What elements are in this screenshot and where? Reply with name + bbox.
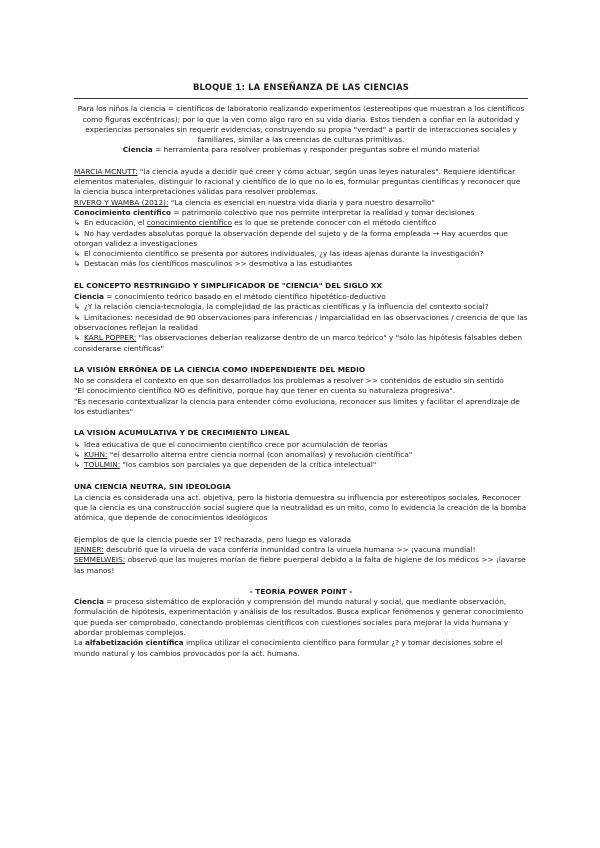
ppt-ciencia-definition: Ciencia = proceso sistemático de exploración y comprensión del mundo natural y social, que mediante observación, formulación de hipótesis, experimentación y análisis de los resultados. Busca explicar fenómenos y generar conocimiento que pueda ser comprobado, conectando problemas científicos con cuestiones sociales para mejorar la vida humana y abordar problemas complejos. <box>74 597 524 638</box>
arrow-icon: ↳ <box>74 302 81 312</box>
semmelweis-line: SEMMELWEIS: observó que las mujeres morían de fiebre puerperal debido a la falta de higiene de los médicos >> ¡lavarse las manos! <box>74 555 526 575</box>
section-heading: LA VISIÓN ERRÓNEA DE LA CIENCIA COMO INDEPENDIENTE DEL MEDIO <box>74 364 366 374</box>
sec4-examples-intro: Ejemplos de que la ciencia puede ser 1º rechazada, pero luego es valorada <box>74 534 352 544</box>
arrow-icon: ↳ <box>74 449 81 459</box>
bullet-item: ↳ Limitaciones: necesidad de 90 observaciones para inferencias / imparcialidad en las observaciones / creencia de que las observaciones reflejan la realidad <box>74 312 528 332</box>
sec4-paragraph: La ciencia es considerada una act. objetiva, pero la historia demuestra su influencia por estereotipos sociales. Reconocer que la ciencia es una construcción social sugiere que la neutralidad es un mito, como lo evidencia la creación de la bomba atómica, que depende de conocimientos ideológicos <box>74 492 527 523</box>
mcnutt-paragraph: MARCIA MCNUTT: "la ciencia ayuda a decidir qué creer y cómo actuar, según unas leyes naturales". Requiere identificar elementos materiales, distinguir lo racional y científico de lo que no lo es, formular preguntas científicas y reconocer que la ciencia busca interpretaciones válidas para resolver problemas. <box>74 166 521 197</box>
arrow-icon: ↳ <box>74 460 81 470</box>
arrow-icon: ↳ <box>74 249 81 259</box>
bullet-item: ↳ ¿Y la relación ciencia-tecnología, la complejidad de las prácticas científicas y la influencia del contexto social? <box>74 302 489 312</box>
arrow-icon: ↳ <box>74 259 81 269</box>
sec1-definition: Ciencia = conocimiento teórico basado en el método científico hipotético-deductivo <box>74 292 386 302</box>
bullet-item: ↳ KUHN: "el desarrollo alterna entre ciencia normal (con anomalías) y revolución científica" <box>74 449 413 459</box>
rivero-line: RIVERO Y WAMBA (2012): "La ciencia es esencial en nuestra vida diaria y para nuestro desarrollo" <box>74 197 435 207</box>
intro-paragraph: Para los niños la ciencia = científicos de laboratorio realizando experimentos (estereotipos que muestran a los científicos como figuras excéntricas); por lo que la ven como algo raro en su vida diaria. Estos tienden a confiar en la autoridad y experiencias personales sin requerir evidencias, construyendo su propia "verdad" a partir de interacciones sociales y familiares, similar a las creencias de culturas primitivas. <box>77 104 525 145</box>
bullet-item: ↳ KARL POPPER: "las observaciones deberían realizarse dentro de un marco teórico" y "sólo las hipótesis falsables deben considerarse científicas" <box>74 333 523 353</box>
section-heading: UNA CIENCIA NEUTRA, SIN IDEOLOGIA <box>74 481 231 491</box>
author-mcnutt: MARCIA MCNUTT: <box>74 166 138 176</box>
arrow-icon: ↳ <box>74 218 81 228</box>
section-heading: LA VISIÓN ACUMULATIVA Y DE CRECIMIENTO LINEAL <box>74 428 290 438</box>
arrow-icon: ↳ <box>74 228 81 238</box>
jenner-line: JENNER: descubrió que la viruela de vaca confería inmunidad contra la viruela humana >> ¡vacuna mundial! <box>74 544 476 554</box>
document-body <box>74 82 528 659</box>
ppt-alfabetizacion: La alfabetización científica implica utilizar el conocimiento científico para formular ¿? y tomar decisiones sobre el mundo natural y los cambios provocados por la act. humana. <box>74 638 503 658</box>
sec2-line: No se considera el contexto en que son desarrollados los problemas a resolver >> contenidos de estudio sin sentido <box>74 376 504 386</box>
bullet-item: ↳ Destacan más los científicos masculinos >> desmotiva a las estudiantes <box>74 259 353 269</box>
bullet-item: ↳ Idea educativa de que el conocimiento científico crece por acumulación de teorías <box>74 439 388 449</box>
conocimiento-definition: Conocimiento científico = patrimonio colectivo que nos permite interpretar la realidad y tomar decisiones <box>74 207 475 217</box>
arrow-icon: ↳ <box>74 439 81 449</box>
ciencia-definition: = herramienta para resolver problemas y responder preguntas sobre el mundo material <box>152 145 480 155</box>
title-underline <box>74 98 528 99</box>
bullet-item: ↳ No hay verdades absolutas porque la observación depende del sujeto y de la forma empleada → Hay acuerdos que otorgan validez a investigaciones <box>74 228 508 248</box>
arrow-icon: ↳ <box>74 312 81 322</box>
section-heading: EL CONCEPTO RESTRINGIDO Y SIMPLIFICADOR DE "CIENCIA" DEL SIGLO XX <box>74 280 383 290</box>
section-heading: - TEORÍA POWER POINT - <box>249 586 353 596</box>
ciencia-term: Ciencia <box>122 145 153 155</box>
bullet-item: ↳ En educación, el conocimiento científico es lo que se pretende conocer con el método científico <box>74 218 437 228</box>
bullet-item: ↳ El conocimiento científico se presenta por autores individuales, ¿y las ideas ajenas durante la investigación? <box>74 249 484 259</box>
author-rivero: RIVERO Y WAMBA (2012): <box>74 197 169 207</box>
sec2-quote: "El conocimiento científico NO es definitivo, porque hay que tener en cuenta su naturaleza progresiva". <box>74 386 456 396</box>
sec2-quote: "Es necesario contextualizar la ciencia para entender cómo evoluciona, reconocer sus límites y facilitar el aprendizaje de los estudiantes" <box>74 396 520 417</box>
bullet-item: ↳ TOULMIN: "los cambios son parciales ya que dependen de la crítica intelectual" <box>74 460 377 470</box>
arrow-icon: ↳ <box>74 333 81 343</box>
intro-ciencia-definition <box>74 145 528 155</box>
page-title: BLOQUE 1: LA ENSEÑANZA DE LAS CIENCIAS <box>192 82 410 92</box>
